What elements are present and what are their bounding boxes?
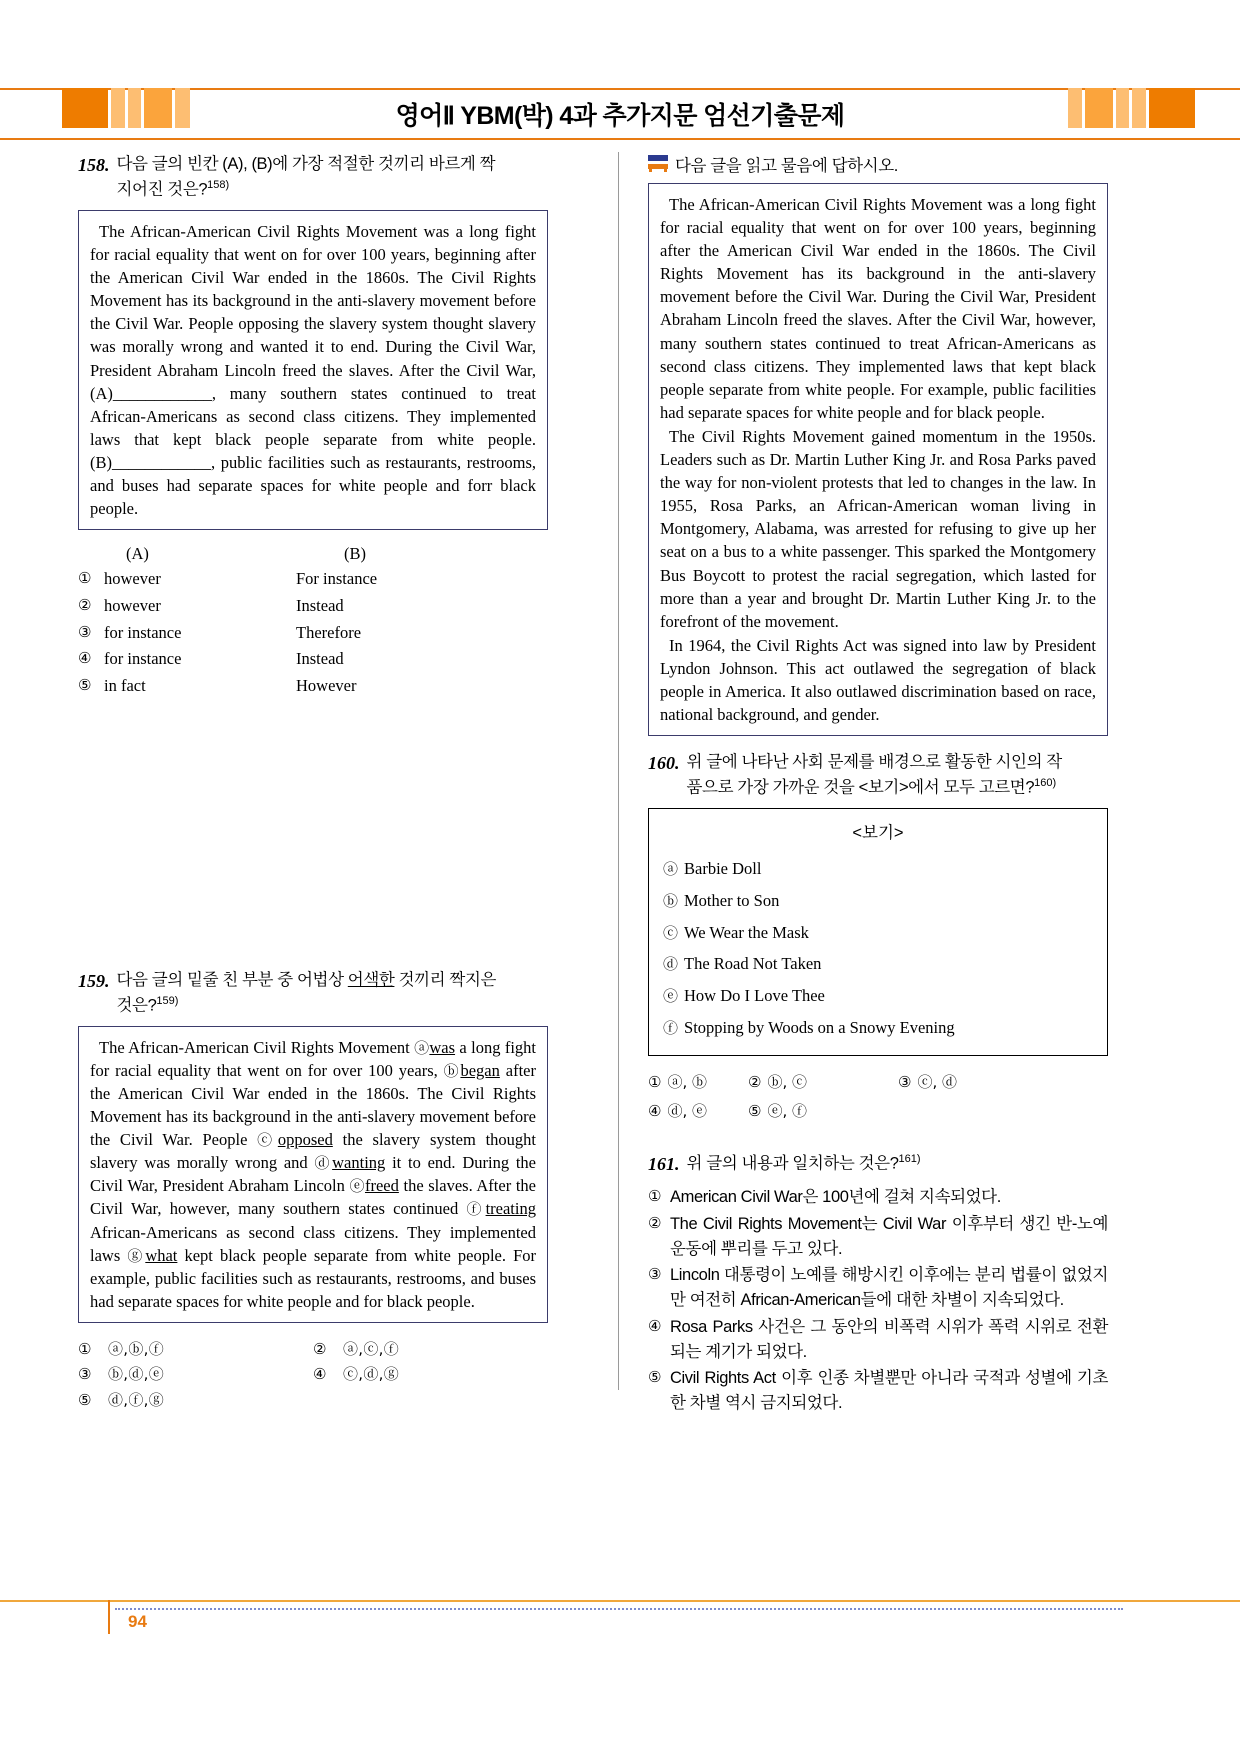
choice-number: ③ (78, 622, 92, 641)
question-161-choices (648, 1185, 1108, 1416)
question-161 (648, 1151, 1108, 1416)
question-158-number: 158. (78, 155, 110, 175)
choice-number: ④ (313, 1365, 327, 1384)
choice-value: ⓐ,ⓑ,ⓕ (108, 1339, 165, 1358)
question-158-prompt-line2: 지어진 것은? (116, 180, 208, 199)
choice-row[interactable] (313, 1362, 548, 1388)
question-161-heading (648, 1151, 1108, 1177)
reading-passage-para-2: The Civil Rights Movement gained momentum in the 1950s. Leaders such as Dr. Martin Luther King Jr. and Rosa Parks paved the way for non-violent protests that led to changes in the law. In 1955, Rosa Parks, an African-American woman living in Montgomery, Alabama, was arrested for refusing to give up her seat on a bus to a white passenger. This sparked the Montgomery Bus Boycott to protest the racial segregation, which lasted for more than a year and brought Dr. Martin Luther King Jr. to the forefront of the movement. (660, 426, 1096, 631)
passage-text: a long fight for racial equality that went on for over 100 years, (90, 1037, 536, 1080)
footer-rule (0, 1600, 1240, 1602)
question-158-label-a: (A) (126, 544, 149, 564)
choice-value: ⓓ,ⓕ,ⓖ (108, 1390, 165, 1409)
underlined-phrase: was (429, 1037, 456, 1057)
choice-value-b: Therefore (296, 622, 362, 642)
underlined-phrase: opposed (277, 1130, 333, 1150)
choice-row[interactable] (78, 673, 548, 700)
question-160-number: 160. (648, 753, 680, 774)
question-160-heading (648, 750, 1108, 800)
underlined-phrase: treating (485, 1199, 536, 1219)
column-divider (618, 152, 619, 1390)
reading-passage-para-3: In 1964, the Civil Rights Act was signed into law by President Lyndon Johnson. This act outlawed the segregation of black people in America. It also outlawed discrimination based on race, national background, and gender. (660, 635, 1096, 725)
question-160-choices-row-2 (648, 1097, 1108, 1125)
bogi-item-mark: ⓓ (663, 955, 679, 974)
choice-value: Rosa Parks 사건은 그 동안의 비폭력 시위가 폭력 시위로 전환되는 계기가 되었다. (670, 1317, 1108, 1361)
question-159-prompt-part2: 것끼리 짝지은 (394, 970, 497, 989)
reading-passage-box (648, 183, 1108, 736)
underlined-phrase: began (460, 1060, 500, 1080)
passage-mark: ⓐ (414, 1038, 430, 1057)
choice-row[interactable] (898, 1068, 957, 1096)
choice-number: ① (648, 1073, 662, 1092)
choice-row[interactable] (648, 1315, 1108, 1365)
choice-row[interactable] (648, 1263, 1108, 1313)
reading-instruction-text: 다음 글을 읽고 물음에 답하시오. (675, 157, 898, 175)
choice-number: ① (648, 1187, 662, 1206)
choice-number: ① (78, 1339, 92, 1358)
passage-mark: ⓔ (349, 1177, 365, 1196)
question-158-footnote: 158) (207, 178, 230, 191)
choice-row[interactable] (313, 1337, 548, 1363)
choice-row[interactable] (78, 593, 548, 620)
passage-text: the slavery system thought slavery was morally wrong and (90, 1130, 536, 1173)
passage-mark: ⓒ (257, 1131, 278, 1150)
underlined-phrase: what (145, 1245, 178, 1265)
choice-number: ⑤ (78, 1390, 92, 1409)
choice-number: ④ (648, 1316, 662, 1335)
bogi-title: <보기> (852, 824, 904, 843)
bogi-item-text: Stopping by Woods on a Snowy Evening (684, 1017, 955, 1037)
choice-number: ⑤ (78, 676, 92, 695)
passage-text: it to end. During the Civil War, President Abraham Lincoln (90, 1153, 536, 1196)
choice-row[interactable] (78, 1337, 313, 1363)
choice-number: ② (648, 1213, 662, 1232)
bogi-item (663, 853, 1093, 885)
choice-number: ⑤ (648, 1368, 662, 1387)
question-158-passage-box (78, 210, 548, 530)
choice-value-a: for instance (104, 622, 182, 642)
passage-mark: ⓓ (314, 1154, 333, 1173)
choice-row[interactable] (648, 1212, 1108, 1262)
bogi-item-text: Barbie Doll (684, 859, 762, 879)
choice-number: ② (78, 595, 92, 614)
book-icon (648, 155, 668, 171)
question-159-prompt (117, 968, 497, 1018)
choice-row[interactable] (78, 620, 548, 647)
bogi-item (663, 885, 1093, 917)
choice-row[interactable] (748, 1097, 898, 1125)
choice-value: ⓐ, ⓑ (667, 1073, 707, 1092)
question-161-footnote: 161) (898, 1152, 921, 1165)
page-number: 94 (128, 1612, 147, 1631)
choice-value-a: however (104, 569, 161, 589)
footer-dashed-line (115, 1608, 1123, 1610)
choice-value: ⓐ,ⓒ,ⓕ (343, 1339, 400, 1358)
question-158-passage-text: The African-American Civil Rights Movement was a long fight for racial equality that went on for over 100 years, beginning after the American Civil War ended in the 1860s. The Civil Rights Movement has its background in the anti-slavery movement before the Civil War. People opposing the slavery system thought slavery was morally wrong and wanted it to end. During the Civil War, President Abraham Lincoln freed the slaves. After the Civil War, (A)____________, many southern states continued to treat African-Americans as second class citizens. They implemented laws that kept black people separate from white people. (B)____________, public facilities such as restaurants, restrooms, and buses had separate spaces for white people and forr black people. (90, 222, 536, 519)
question-161-number: 161. (648, 1153, 680, 1174)
choice-number: ② (313, 1339, 327, 1358)
reading-passage-para-1: The African-American Civil Rights Movement was a long fight for racial equality that went on for over 100 years, beginning after the American Civil War ended in the 1860s. The Civil Rights Movement has its background in the anti-slavery movement before the Civil War. During the Civil War, President Abraham Lincoln freed the slaves. After the Civil War, however, many southern states continued to treat African-Americans as second class citizens. They implemented laws that kept black people separate from white people. For example, public facilities had separate spaces for white people and for black people. (660, 195, 1096, 422)
bogi-item (663, 917, 1093, 949)
question-159-number: 159. (78, 970, 110, 991)
underlined-phrase: freed (364, 1176, 399, 1196)
choice-row[interactable] (748, 1068, 898, 1096)
passage-text: the slaves. After the Civil War, however, many southern states continued (90, 1176, 536, 1219)
choice-value: ⓑ,ⓓ,ⓔ (108, 1365, 165, 1384)
choice-row[interactable] (648, 1097, 748, 1125)
question-160 (648, 750, 1108, 1125)
bogi-item (663, 1012, 1093, 1044)
page-title: 영어Ⅱ YBM(박) 4과 추가지문 엄선기출문제 (395, 102, 845, 130)
choice-value-a: for instance (104, 649, 182, 669)
choice-value: ⓒ, ⓓ (917, 1073, 957, 1092)
choice-value: Civil Rights Act 이후 인종 차별뿐만 아니라 국적과 성별에 기초한 차별 역시 금지되었다. (670, 1369, 1108, 1413)
bogi-item (663, 948, 1093, 980)
bogi-item-text: We Wear the Mask (684, 922, 809, 942)
passage-text: after the American Civil War ended in the 1860s. The Civil Rights Movement has its background in the anti-slavery movement before the Civil War. People (90, 1060, 536, 1150)
question-161-prompt (687, 1151, 921, 1177)
choice-row[interactable] (648, 1366, 1108, 1416)
choice-value: ⓓ, ⓔ (667, 1101, 707, 1120)
choice-value: ⓔ, ⓕ (767, 1101, 807, 1120)
question-158-label-b: (B) (344, 544, 366, 564)
choice-value-b: However (296, 676, 357, 696)
choice-value-b: Instead (296, 649, 344, 669)
question-159-footnote: 159) (156, 994, 179, 1007)
question-160-prompt-line1: 위 글에 나타난 사회 문제를 배경으로 활동한 시인의 작 (686, 753, 1062, 772)
question-161-prompt-text: 위 글의 내용과 일치하는 것은? (686, 1154, 899, 1173)
choice-number: ⑤ (748, 1101, 762, 1120)
question-158-column-labels (78, 544, 548, 564)
choice-value: The Civil Rights Movement는 Civil War 이후부터 생긴 반-노예 운동에 뿌리를 두고 있다. (670, 1214, 1108, 1258)
passage-text: African-Americans as second class citizens. They implemented laws (90, 1222, 536, 1265)
bogi-item-text: Mother to Son (684, 890, 780, 910)
question-160-choices-row-1 (648, 1068, 1108, 1096)
bogi-item-mark: ⓑ (663, 891, 679, 910)
choice-number: ③ (648, 1265, 662, 1284)
question-158-heading (78, 152, 548, 202)
question-158-prompt-line1: 다음 글의 빈칸 (A), (B)에 가장 적절한 것끼리 바르게 짝 (116, 155, 496, 173)
bogi-box (648, 808, 1108, 1056)
choice-value-a: however (104, 595, 161, 615)
choice-row[interactable] (78, 646, 548, 673)
bogi-item-mark: ⓕ (663, 1018, 679, 1037)
passage-mark: ⓖ (127, 1246, 146, 1265)
question-159-prompt-part1: 다음 글의 밑줄 친 부분 중 어법상 (116, 970, 348, 989)
choice-value: American Civil War은 100년에 걸쳐 지속되었다. (670, 1188, 1001, 1207)
choice-number: ① (78, 569, 92, 588)
question-160-footnote: 160) (1034, 776, 1057, 789)
question-159 (78, 968, 548, 1414)
reading-instruction (648, 152, 1108, 176)
question-159-passage-text (90, 1036, 536, 1313)
choice-row[interactable] (78, 566, 548, 593)
choice-number: ③ (898, 1073, 912, 1092)
footer-tick (108, 1600, 110, 1634)
choice-row[interactable] (648, 1185, 1108, 1210)
choice-row[interactable] (78, 1388, 313, 1414)
choice-value: ⓒ,ⓓ,ⓖ (343, 1365, 400, 1384)
right-column (648, 152, 1108, 1418)
question-160-prompt (687, 750, 1062, 800)
bogi-item-mark: ⓒ (663, 923, 679, 942)
question-158-prompt (117, 152, 496, 202)
question-159-prompt-line2: 것은? (116, 996, 157, 1015)
passage-mark: ⓑ (443, 1061, 461, 1080)
question-159-prompt-underlined: 어색한 (347, 970, 395, 989)
question-158 (78, 152, 548, 700)
bogi-item-text: The Road Not Taken (684, 954, 822, 974)
choice-value-b: Instead (296, 595, 344, 615)
choice-number: ③ (78, 1365, 92, 1384)
choice-value: ⓑ, ⓒ (767, 1073, 807, 1092)
question-159-heading (78, 968, 548, 1018)
question-159-passage-box (78, 1026, 548, 1323)
choice-row[interactable] (78, 1362, 313, 1388)
choice-row[interactable] (648, 1068, 748, 1096)
bogi-item (663, 980, 1093, 1012)
choice-number: ④ (78, 649, 92, 668)
passage-text: The African-American Civil Rights Movement (99, 1037, 415, 1057)
choice-number: ④ (648, 1101, 662, 1120)
choice-value-a: in fact (104, 676, 146, 696)
choice-number: ② (748, 1073, 762, 1092)
left-column (78, 152, 548, 1413)
passage-mark: ⓕ (466, 1200, 486, 1219)
choice-value-b: For instance (296, 569, 378, 589)
bogi-item-text: How Do I Love Thee (684, 985, 825, 1005)
question-160-prompt-line2: 품으로 가장 가까운 것을 <보기>에서 모두 고르면? (686, 778, 1035, 797)
question-159-choices (78, 1337, 548, 1414)
passage-text: kept black people separate from white people. For example, public facilities such as restaurants, restrooms, and buses had separate spaces for white people and for black people. (90, 1245, 536, 1311)
underlined-phrase: wanting (332, 1153, 386, 1173)
choice-value: Lincoln 대통령이 노예를 해방시킨 이후에는 분리 법률이 없었지만 여전히 African-American들에 대한 차별이 지속되었다. (670, 1266, 1108, 1310)
bogi-item-mark: ⓐ (663, 860, 679, 879)
bogi-item-mark: ⓔ (663, 986, 679, 1005)
